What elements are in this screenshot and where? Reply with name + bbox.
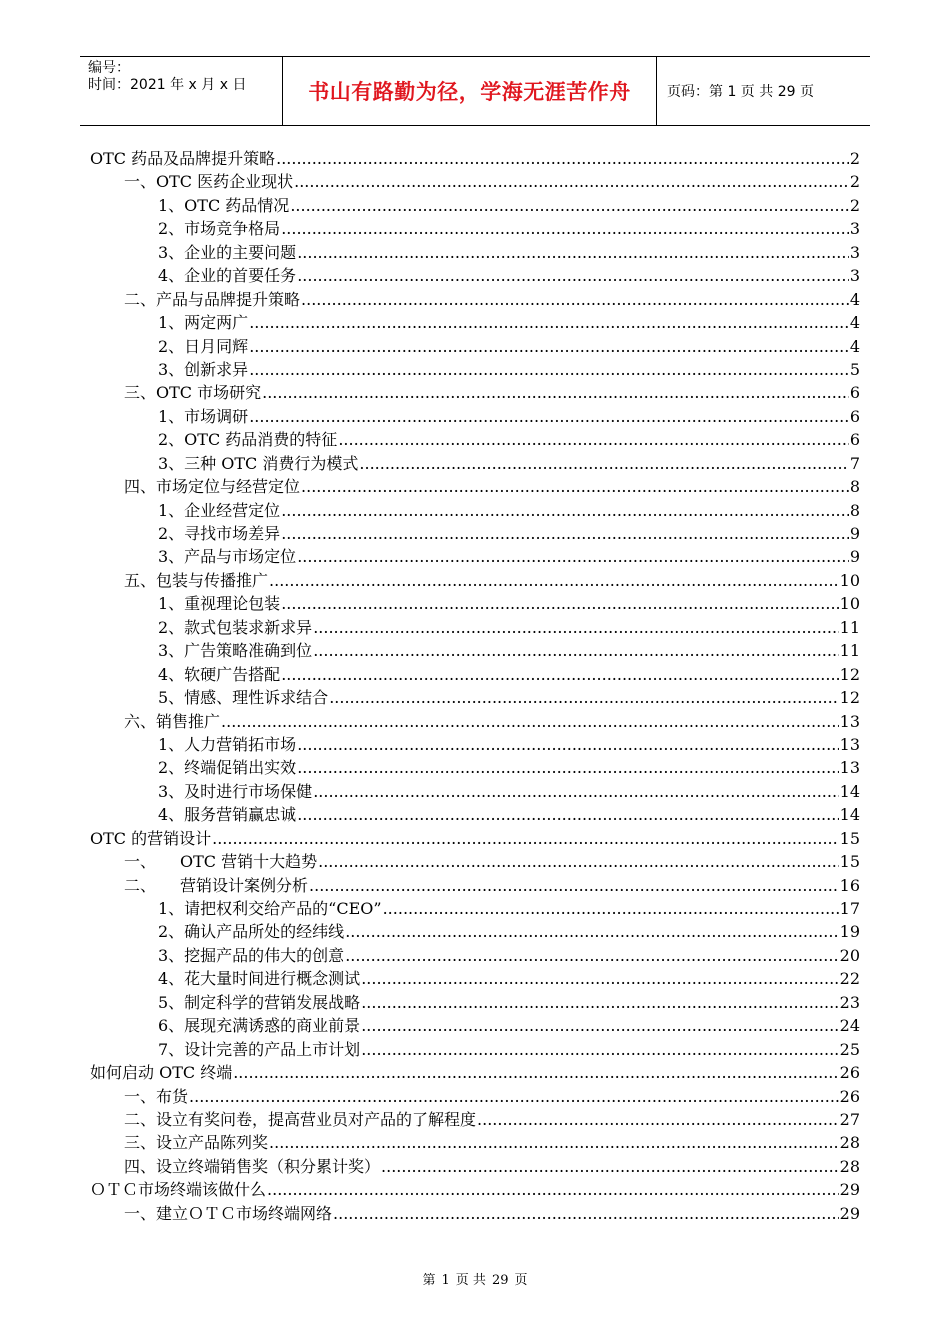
toc-leader-dots — [290, 194, 849, 217]
toc-entry[interactable] — [90, 756, 860, 779]
toc-leader-dots — [313, 616, 838, 639]
toc-leader-dots — [294, 170, 849, 193]
toc-leader-dots — [281, 499, 849, 522]
toc-entry-page-number: 6 — [849, 430, 860, 450]
toc-entry-page-number: 4 — [849, 313, 860, 333]
toc-entry-title: 2、终端促销出实效 — [158, 758, 297, 778]
toc-entry-title: 六、销售推广 — [124, 711, 221, 731]
toc-leader-dots — [359, 452, 848, 475]
toc-leader-dots — [233, 1061, 838, 1084]
toc-entry-title: OTC 药品及品牌提升策略 — [90, 149, 276, 168]
footer-prefix: 第 — [422, 1273, 436, 1288]
toc-leader-dots — [249, 335, 849, 358]
toc-leader-dots — [212, 827, 839, 850]
toc-leader-dots — [361, 1038, 838, 1061]
toc-entry[interactable] — [90, 920, 860, 943]
toc-entry[interactable] — [90, 1061, 860, 1084]
toc-entry[interactable] — [90, 475, 860, 498]
toc-entry-page-number: 29 — [839, 1203, 860, 1223]
toc-entry[interactable] — [90, 710, 860, 733]
toc-entry[interactable] — [90, 335, 860, 358]
toc-leader-dots — [361, 1014, 838, 1037]
toc-entry[interactable] — [90, 217, 860, 240]
footer-current-page: 1 — [441, 1273, 450, 1288]
toc-entry-title: 四、设立终端销售奖（积分累计奖） — [124, 1156, 381, 1176]
toc-entry-page-number: 8 — [849, 500, 860, 520]
toc-entry-page-number: 13 — [839, 711, 860, 731]
toc-entry[interactable] — [90, 1014, 860, 1037]
toc-entry-page-number: 24 — [839, 1016, 860, 1036]
toc-entry-page-number: 14 — [839, 805, 860, 825]
toc-entry-title: 7、设计完善的产品上市计划 — [158, 1039, 361, 1059]
toc-entry[interactable] — [90, 405, 860, 428]
toc-leader-dots — [269, 569, 839, 592]
toc-entry-page-number: 6 — [849, 406, 860, 426]
toc-leader-dots — [249, 311, 849, 334]
header-motto: 书山有路勤为径，学海无涯苦作舟 — [282, 57, 657, 125]
toc-leader-dots — [281, 663, 838, 686]
footer-total-pages: 29 — [491, 1273, 509, 1288]
toc-entry-title: 1、OTC 药品情况 — [158, 195, 290, 215]
toc-leader-dots — [281, 217, 849, 240]
toc-entry[interactable] — [90, 1108, 860, 1131]
toc-entry-page-number: 9 — [849, 524, 860, 543]
toc-entry-title: 3、挖掘产品的伟大的创意 — [158, 945, 345, 965]
header-meta — [80, 57, 282, 125]
toc-entry-title: 1、人力营销拓市场 — [158, 734, 297, 754]
toc-entry-page-number: 28 — [839, 1156, 860, 1176]
toc-leader-dots — [249, 358, 849, 381]
toc-entry-title: 1、请把权利交给产品的“CEO” — [158, 899, 382, 918]
toc-entry[interactable] — [90, 1155, 860, 1178]
toc-entry-page-number: 5 — [849, 359, 860, 379]
toc-entry[interactable] — [90, 241, 860, 264]
toc-entry-page-number: 4 — [849, 289, 860, 309]
toc-leader-dots — [281, 522, 849, 545]
toc-entry-title: 3、企业的主要问题 — [158, 242, 297, 262]
toc-entry[interactable] — [90, 1202, 860, 1225]
toc-entry[interactable] — [90, 733, 860, 756]
toc-entry-page-number: 3 — [849, 219, 860, 239]
toc-entry-title: 一、 OTC 营销十大趋势 — [124, 852, 318, 872]
toc-entry[interactable] — [90, 592, 860, 615]
toc-entry[interactable] — [90, 194, 860, 217]
toc-entry[interactable] — [90, 897, 860, 920]
toc-entry-title: 3、三种 OTC 消费行为模式 — [158, 453, 359, 473]
toc-leader-dots — [297, 803, 838, 826]
toc-entry[interactable] — [90, 639, 860, 662]
toc-entry[interactable] — [90, 545, 860, 568]
toc-entry-page-number: 20 — [839, 945, 860, 965]
toc-entry-title: 3、创新求异 — [158, 359, 249, 379]
toc-entry[interactable] — [90, 522, 860, 545]
toc-entry-title: 6、展现充满诱惑的商业前景 — [158, 1016, 361, 1036]
toc-entry-title: 3、产品与市场定位 — [158, 547, 297, 567]
document-time-label: 时间：2021 年 x 月 x 日 — [88, 77, 247, 93]
toc-leader-dots — [318, 850, 839, 873]
toc-entry[interactable] — [90, 780, 860, 803]
toc-leader-dots — [361, 967, 838, 990]
toc-entry-title: 3、广告策略准确到位 — [158, 641, 313, 661]
footer-mid: 页 共 — [455, 1273, 486, 1288]
toc-entry[interactable] — [90, 616, 860, 639]
toc-leader-dots — [262, 381, 849, 404]
toc-entry[interactable] — [90, 264, 860, 287]
footer-suffix: 页 — [514, 1273, 528, 1288]
toc-entry-title: 1、两定两广 — [158, 313, 249, 333]
toc-entry[interactable] — [90, 1085, 860, 1108]
toc-entry-page-number: 2 — [849, 195, 860, 215]
toc-entry-page-number: 17 — [839, 899, 860, 918]
toc-entry-title: 1、市场调研 — [158, 406, 249, 426]
toc-entry[interactable] — [90, 663, 860, 686]
toc-entry-title: ＯＴＣ市场终端该做什么 — [90, 1180, 267, 1200]
toc-leader-dots — [345, 944, 838, 967]
toc-entry[interactable] — [90, 1178, 860, 1201]
toc-entry[interactable] — [90, 874, 860, 897]
toc-entry-title: 4、软硬广告搭配 — [158, 664, 281, 684]
document-number-label: 编号： — [88, 60, 130, 76]
toc-entry[interactable] — [90, 170, 860, 193]
toc-entry-page-number: 27 — [839, 1109, 860, 1129]
toc-entry-page-number: 3 — [849, 266, 860, 286]
toc-leader-dots — [309, 874, 839, 897]
toc-entry-title: 2、寻找市场差异 — [158, 524, 281, 543]
toc-entry-title: 如何启动 OTC 终端 — [90, 1063, 233, 1083]
toc-leader-dots — [333, 1202, 839, 1225]
toc-leader-dots — [297, 733, 838, 756]
toc-entry-page-number: 16 — [839, 875, 860, 895]
toc-leader-dots — [267, 1178, 839, 1201]
toc-entry-page-number: 8 — [849, 477, 860, 497]
toc-entry-title: 二、产品与品牌提升策略 — [124, 289, 301, 309]
toc-entry-title: 五、包装与传播推广 — [124, 570, 269, 590]
toc-entry-title: 一、布货 — [124, 1086, 189, 1106]
toc-entry-page-number: 15 — [839, 828, 860, 848]
toc-entry-page-number: 2 — [849, 149, 860, 168]
toc-entry[interactable] — [90, 311, 860, 334]
toc-entry-title: 5、情感、理性诉求结合 — [158, 688, 329, 708]
toc-entry[interactable] — [90, 147, 860, 170]
toc-entry-page-number: 11 — [839, 641, 860, 661]
toc-entry-page-number: 14 — [839, 781, 860, 801]
toc-entry-title: 一、建立ＯＴＣ市场终端网络 — [124, 1203, 333, 1223]
toc-entry[interactable] — [90, 944, 860, 967]
toc-entry-title: 4、企业的首要任务 — [158, 266, 297, 286]
toc-leader-dots — [297, 545, 849, 568]
toc-entry-title: 1、重视理论包装 — [158, 594, 281, 614]
toc-entry-title: 1、企业经营定位 — [158, 500, 281, 520]
header-page-info: 页码：第 1 页 共 29 页 — [667, 84, 814, 100]
toc-entry[interactable] — [90, 850, 860, 873]
page-footer — [0, 1269, 950, 1288]
toc-entry-title: 2、市场竞争格局 — [158, 219, 281, 239]
toc-entry-page-number: 2 — [849, 172, 860, 192]
toc-entry-page-number: 13 — [839, 758, 860, 778]
toc-entry-page-number: 29 — [839, 1180, 860, 1200]
toc-entry-page-number: 15 — [839, 852, 860, 872]
toc-leader-dots — [297, 264, 849, 287]
toc-entry-page-number: 4 — [849, 336, 860, 356]
toc-entry[interactable] — [90, 991, 860, 1014]
toc-entry-page-number: 22 — [839, 969, 860, 989]
toc-leader-dots — [189, 1085, 839, 1108]
toc-entry[interactable] — [90, 827, 860, 850]
toc-leader-dots — [313, 639, 838, 662]
toc-leader-dots — [276, 147, 849, 170]
toc-entry-page-number: 23 — [839, 992, 860, 1012]
toc-entry[interactable] — [90, 803, 860, 826]
toc-entry-page-number: 12 — [839, 664, 860, 684]
toc-entry-title: 4、花大量时间进行概念测试 — [158, 969, 361, 989]
toc-entry-title: 2、日月同辉 — [158, 336, 249, 356]
toc-entry-title: 2、款式包装求新求异 — [158, 617, 313, 637]
toc-entry-title: 二、设立有奖问卷，提高营业员对产品的了解程度 — [124, 1109, 477, 1129]
toc-leader-dots — [301, 475, 849, 498]
toc-entry-title: 三、设立产品陈列奖 — [124, 1133, 269, 1153]
toc-entry-page-number: 6 — [849, 383, 860, 403]
toc-entry-page-number: 26 — [839, 1086, 860, 1106]
toc-leader-dots — [383, 897, 839, 920]
toc-leader-dots — [281, 592, 838, 615]
toc-entry-title: 2、OTC 药品消费的特征 — [158, 430, 338, 450]
toc-leader-dots — [313, 780, 838, 803]
toc-entry-title: 3、及时进行市场保健 — [158, 781, 313, 801]
toc-entry-page-number: 13 — [839, 734, 860, 754]
toc-entry[interactable] — [90, 358, 860, 381]
toc-entry-title: 4、服务营销赢忠诚 — [158, 805, 297, 825]
toc-entry-page-number: 3 — [849, 242, 860, 262]
toc-entry-title: 四、市场定位与经营定位 — [124, 477, 301, 497]
toc-leader-dots — [477, 1108, 839, 1131]
page-header — [80, 56, 870, 126]
toc-entry-page-number: 10 — [839, 594, 860, 614]
toc-entry[interactable] — [90, 288, 860, 311]
toc-entry[interactable] — [90, 452, 860, 475]
toc-entry[interactable] — [90, 686, 860, 709]
toc-entry[interactable] — [90, 428, 860, 451]
toc-entry-page-number: 19 — [839, 922, 860, 942]
toc-leader-dots — [338, 428, 849, 451]
toc-entry-page-number: 9 — [849, 547, 860, 567]
toc-leader-dots — [345, 920, 838, 943]
toc-entry[interactable] — [90, 1131, 860, 1154]
toc-leader-dots — [361, 991, 838, 1014]
toc-entry-page-number: 7 — [849, 453, 860, 473]
toc-entry[interactable] — [90, 967, 860, 990]
toc-entry-title: 5、制定科学的营销发展战略 — [158, 992, 361, 1012]
toc-leader-dots — [249, 405, 849, 428]
toc-leader-dots — [301, 288, 849, 311]
toc-entry-title: 2、确认产品所处的经纬线 — [158, 922, 345, 942]
toc-leader-dots — [381, 1155, 839, 1178]
toc-entry[interactable] — [90, 381, 860, 404]
toc-entry-title: 三、OTC 市场研究 — [124, 383, 262, 403]
toc-leader-dots — [329, 686, 838, 709]
toc-entry-page-number: 12 — [839, 688, 860, 708]
toc-leader-dots — [269, 1131, 839, 1154]
toc-entry-page-number: 28 — [839, 1133, 860, 1153]
table-of-contents — [90, 147, 860, 1225]
toc-leader-dots — [221, 710, 839, 733]
toc-entry[interactable] — [90, 569, 860, 592]
toc-entry-title: OTC 的营销设计 — [90, 828, 212, 848]
toc-entry[interactable] — [90, 1038, 860, 1061]
toc-leader-dots — [297, 756, 838, 779]
toc-entry-title: 二、 营销设计案例分析 — [124, 875, 309, 895]
toc-entry-page-number: 26 — [839, 1063, 860, 1083]
toc-leader-dots — [297, 241, 849, 264]
toc-entry-title: 一、OTC 医药企业现状 — [124, 172, 294, 192]
toc-entry-page-number: 10 — [839, 570, 860, 590]
toc-entry-page-number: 25 — [839, 1039, 860, 1059]
toc-entry-page-number: 11 — [839, 617, 860, 637]
toc-entry[interactable] — [90, 499, 860, 522]
